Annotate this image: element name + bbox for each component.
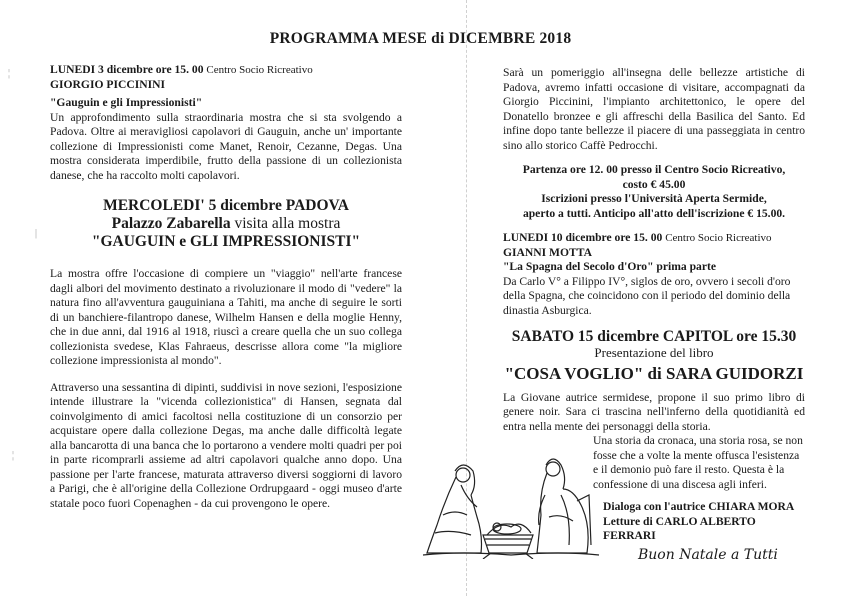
event-3-topic-title: "La Spagna del Secolo d'Oro"	[503, 260, 654, 273]
christmas-greeting: Buon Natale a Tutti	[638, 547, 778, 563]
margin-mark: ¦	[8, 68, 11, 79]
event-4-heading-3: "COSA VOGLIO" di SARA GUIDORZI	[504, 363, 804, 383]
event-2-heading-3: "GAUGUIN e GLI IMPRESSIONISTI"	[91, 233, 361, 250]
event-4-paragraph-2: Una storia da cronaca, una storia rosa, se non fosse che a volte la mente offusca l'esistenza e il demonio può fare il resto. Questa è la confessione di una discesa agli inferi.	[593, 434, 803, 491]
event-3-topic	[503, 260, 805, 275]
visit-intro: Sarà un pomeriggio all'insegna delle bellezze artistiche di Padova, avremo infatti occasione di visitare, accompagnati da Giorgio Piccinini, l'impianto architettonico, le opere del Donatello bronzee e gli affreschi della Basilica del Santo. Ed infine dopo tante bellezze il piacere di una passeggiata in centro sino allo storico Caffè Pedrocchi.	[503, 66, 805, 152]
event-4-credit-1: Dialoga con l'autrice CHIARA MORA	[603, 500, 795, 513]
departure-cost: costo € 45.00	[622, 177, 686, 191]
event-4-heading-2: Presentazione del libro	[594, 345, 714, 360]
registration-advance: aperto a tutti. Anticipo all'atto dell'iscrizione € 15.00.	[522, 206, 786, 220]
nativity-illustration-icon	[421, 455, 601, 559]
event-3-speaker: GIANNI MOTTA	[503, 245, 592, 259]
event-4-heading-1: SABATO 15 dicembre CAPITOL ore 15.30	[511, 328, 797, 345]
margin-mark: ¦	[12, 450, 15, 461]
event-2-heading-2	[50, 215, 402, 233]
event-2-paragraph-1: La mostra offre l'occasione di compiere un "viaggio" nell'arte francese dagli albori del movimento destinato a rivoluzionare il modo di "vedere" la natura fino all'avventura gauguiniana a Tahiti, ma anche di seguire le sorti di un banchiere-filantropo danese, Wilhelm Hansen e della moglie Henny, che in due anni, dal 1916 al 1918, riuscì a creare quella che un suo collega collezionista svedese, Klas Fahraeus, descrisse allora come "la migliore collezione impressionista al mondo".	[50, 267, 402, 367]
event-4-paragraph-1: La Giovane autrice sermidese, propone il suo primo libro di genere noir. Sara ci trascina nell'inferno della quotidianità ed entra nella mente dei personaggi della storia.	[503, 390, 805, 433]
event-1-topic: "Gauguin e gli Impressionisti"	[50, 96, 203, 109]
event-1-speaker: GIORGIO PICCININI	[50, 77, 165, 91]
event-2-venue: Palazzo Zabarella	[111, 215, 231, 232]
event-1-place: Centro Socio Ricreativo	[206, 64, 313, 76]
event-3-place: Centro Socio Ricreativo	[665, 232, 772, 244]
departure-line-1: Partenza ore 12. 00 presso il Centro Socio Ricreativo,	[522, 163, 786, 176]
event-3-header	[503, 231, 805, 246]
event-3-date: LUNEDI 10 dicembre ore 15. 00	[503, 231, 663, 244]
event-3-topic-part: prima parte	[653, 260, 716, 273]
event-1-header	[50, 63, 402, 78]
event-1-body: Un approfondimento sulla straordinaria mostra che si sta svolgendo a Padova. Oltre ai meravigliosi capolavori di Gauguin, anche un' importante collezione di Impressionisti come Manet, Renoir, Cezanne, Degas. Una mostra considerata imperdibile, frutto della passione di un collezionista danese, che ha raccolto molti capolavori.	[50, 110, 402, 182]
margin-mark: |	[35, 228, 38, 239]
event-2-paragraph-2: Attraverso una sessantina di dipinti, suddivisi in nove sezioni, l'esposizione intende illustrare la "vicenda collezionistica" di Hansen, segnata dal coinvolgimento di amici facoltosi nella costituzione di un consorzio per acquistare opere dalla collezione Degas, ma anche dalle difficoltà legate alla bancarotta di una banca che lo portarono a vendere molti quadri per poi in parte ricomprarli assieme ad altri capolavori qualche anno dopo. Una passione per l'arte francese, maturata attraverso diversi soggiorni di lavoro a Parigi, che è all'origine della Collezione Ordrupgaard - oggi museo d'arte statale poco fuori Copenaghen - da cui provengono le opere.	[50, 380, 402, 510]
registration-line: Iscrizioni presso l'Università Aperta Sermide,	[541, 192, 767, 205]
left-column	[50, 63, 402, 511]
event-3-body: Da Carlo V° a Filippo IV°, siglos de oro, ovvero i secoli d'oro della Spagna, che coincidono con il periodo del dominio della dinastia Asburgica.	[503, 274, 791, 317]
event-2-heading-1: MERCOLEDI' 5 dicembre PADOVA	[103, 197, 349, 214]
event-1-date: LUNEDI 3 dicembre ore 15. 00	[50, 63, 204, 76]
page-title: PROGRAMMA MESE di DICEMBRE 2018	[269, 30, 572, 47]
event-4-credit-2: Letture di CARLO ALBERTO FERRARI	[603, 514, 756, 542]
event-2-venue-rest: visita alla mostra	[230, 215, 341, 232]
